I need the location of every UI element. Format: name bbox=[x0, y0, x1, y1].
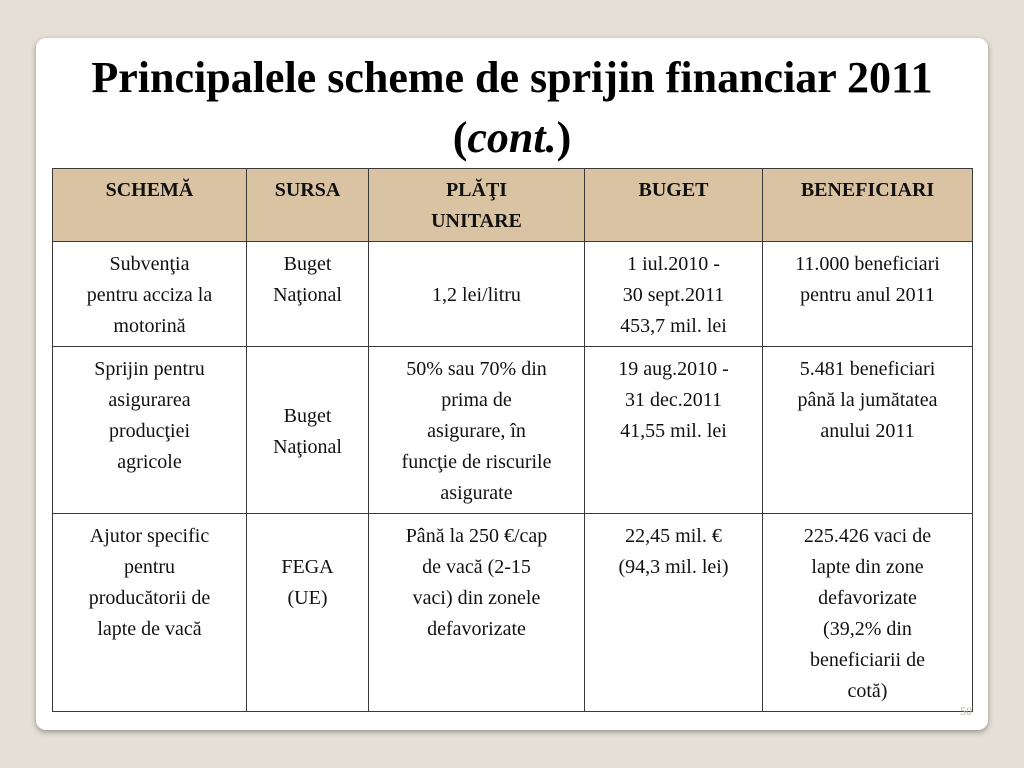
cell-buget: 22,45 mil. € (94,3 mil. lei) bbox=[585, 514, 763, 712]
cell-sursa: Buget Naţional bbox=[247, 242, 369, 347]
slide-number: 50 bbox=[960, 704, 972, 718]
title-continued bbox=[0, 108, 1024, 168]
title-main: Principalele scheme de sprijin financiar 2011 bbox=[91, 53, 933, 102]
title-open-paren: ( bbox=[452, 113, 468, 162]
title-close-paren: ) bbox=[556, 113, 572, 162]
cell-sursa: Buget Naţional bbox=[247, 347, 369, 514]
schemes-table bbox=[52, 168, 973, 712]
cell-plati-unitare: Până la 250 €/cap de vacă (2-15 vaci) din zonele defavorizate bbox=[369, 514, 585, 712]
table-row bbox=[53, 514, 973, 712]
table-row bbox=[53, 242, 973, 347]
header-schema: SCHEMĂ bbox=[53, 169, 247, 242]
cell-schema: Sprijin pentru asigurarea producţiei agricole bbox=[53, 347, 247, 514]
cell-buget: 1 iul.2010 - 30 sept.2011 453,7 mil. lei bbox=[585, 242, 763, 347]
header-beneficiari: BENEFICIARI bbox=[763, 169, 973, 242]
header-sursa: SURSA bbox=[247, 169, 369, 242]
cell-schema: Ajutor specific pentru producătorii de lapte de vacă bbox=[53, 514, 247, 712]
cell-beneficiari: 225.426 vaci de lapte din zone defavorizate (39,2% din beneficiarii de cotă) bbox=[763, 514, 973, 712]
cell-sursa: FEGA (UE) bbox=[247, 514, 369, 712]
cell-plati-unitare: 1,2 lei/litru bbox=[369, 242, 585, 347]
cell-beneficiari: 5.481 beneficiari până la jumătatea anului 2011 bbox=[763, 347, 973, 514]
header-buget: BUGET bbox=[585, 169, 763, 242]
page-title bbox=[0, 48, 1024, 168]
table-row bbox=[53, 347, 973, 514]
cell-plati-unitare: 50% sau 70% din prima de asigurare, în funcţie de riscurile asigurate bbox=[369, 347, 585, 514]
cell-beneficiari: 11.000 beneficiari pentru anul 2011 bbox=[763, 242, 973, 347]
table-header-row bbox=[53, 169, 973, 242]
cell-schema: Subvenţia pentru acciza la motorină bbox=[53, 242, 247, 347]
header-plati-unitare: PLĂŢI UNITARE bbox=[369, 169, 585, 242]
cell-buget: 19 aug.2010 - 31 dec.2011 41,55 mil. lei bbox=[585, 347, 763, 514]
title-cont: cont. bbox=[467, 113, 557, 162]
